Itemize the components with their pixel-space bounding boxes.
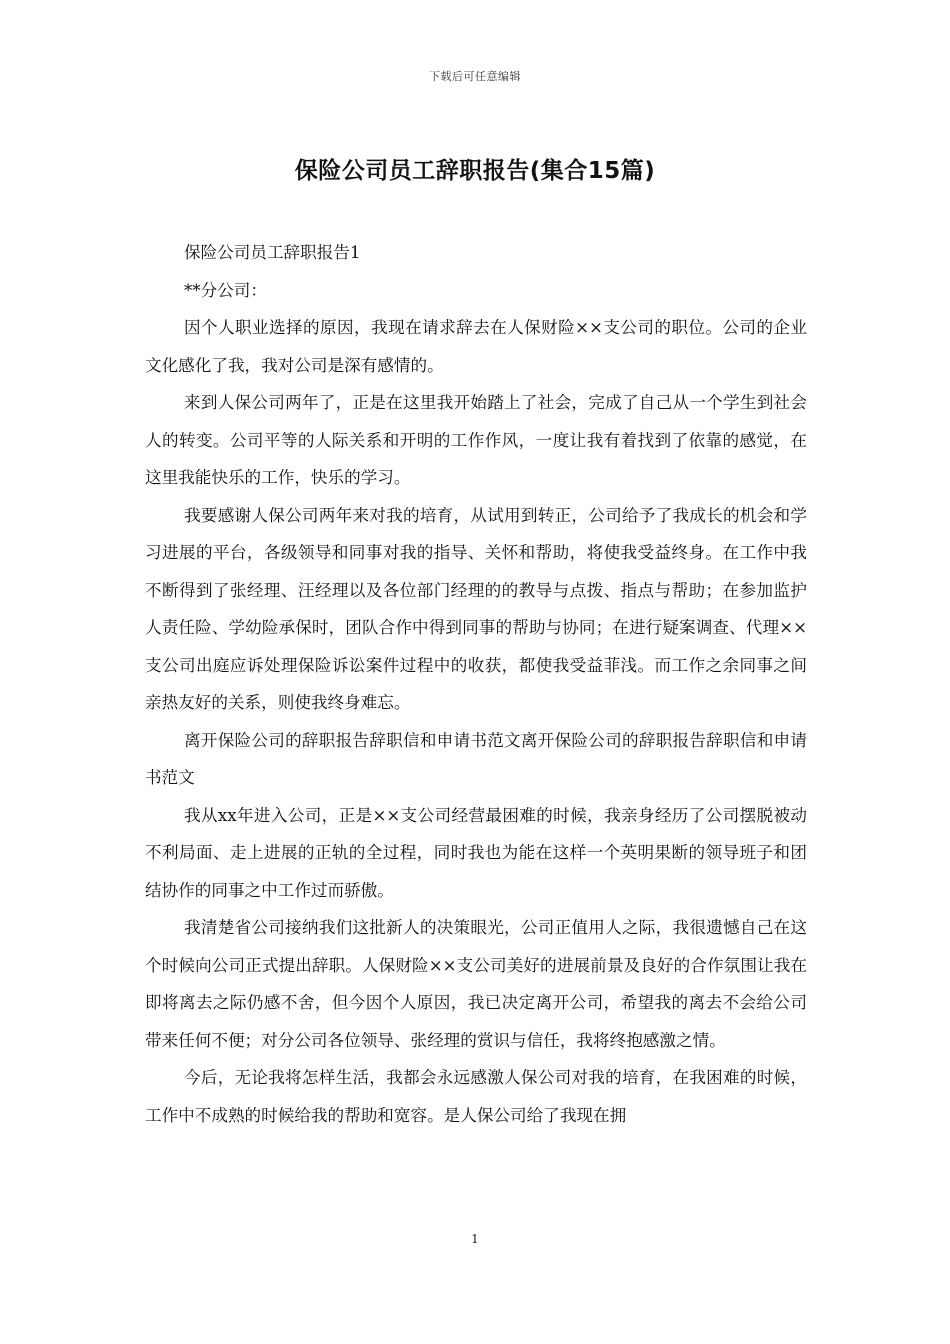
salutation: **分公司： (184, 280, 267, 300)
paragraph: 因个人职业选择的原因，我现在请求辞去在人保财险××支公司的职位。公司的企业文化感化了我，我对公司是深有感情的。 (145, 318, 807, 375)
document-title: 保险公司员工辞职报告(集合15篇) (294, 158, 656, 184)
paragraph: 离开保险公司的辞职报告辞职信和申请书范文离开保险公司的辞职报告辞职信和申请书范文 (145, 730, 807, 787)
paragraph: 来到人保公司两年了，正是在这里我开始踏上了社会，完成了自己从一个学生到社会人的转变。公司平等的人际关系和开明的工作作风，一度让我有着找到了依靠的感觉，在这里我能快乐的工作，快乐的学习。 (145, 393, 807, 487)
document-body (145, 234, 807, 1134)
page-number: 1 (471, 1232, 479, 1246)
section-heading: 保险公司员工辞职报告1 (184, 243, 361, 262)
paragraph: 我要感谢人保公司两年来对我的培育，从试用到转正，公司给予了我成长的机会和学习进展的平台，各级领导和同事对我的指导、关怀和帮助，将使我受益终身。在工作中我不断得到了张经理、汪经理以及各位部门经理的的教导与点拨、指点与帮助；在参加监护人责任险、学幼险承保时，团队合作中得到同事的帮助与协同；在进行疑案调查、代理××支公司出庭应诉处理保险诉讼案件过程中的收获，都使我受益菲浅。而工作之余同事之间亲热友好的关系，则使我终身难忘。 (145, 505, 807, 712)
paragraph: 今后，无论我将怎样生活，我都会永远感激人保公司对我的培育，在我困难的时候，工作中不成熟的时候给我的帮助和宽容。是人保公司给了我现在拥 (145, 1068, 807, 1125)
paragraph: 我清楚省公司接纳我们这批新人的决策眼光，公司正值用人之际，我很遗憾自己在这个时候向公司正式提出辞职。人保财险××支公司美好的进展前景及良好的合作氛围让我在即将离去之际仍感不舍，但今因个人原因，我已决定离开公司，希望我的离去不会给公司带来任何不便；对分公司各位领导、张经理的赏识与信任，我将终抱感激之情。 (145, 918, 807, 1050)
paragraph: 我从xx年进入公司，正是××支公司经营最困难的时候，我亲身经历了公司摆脱被动不利局面、走上进展的正轨的全过程，同时我也为能在这样一个英明果断的领导班子和团结协作的同事之中工作过而骄傲。 (145, 805, 807, 900)
header-note: 下载后可任意编辑 (429, 70, 521, 83)
